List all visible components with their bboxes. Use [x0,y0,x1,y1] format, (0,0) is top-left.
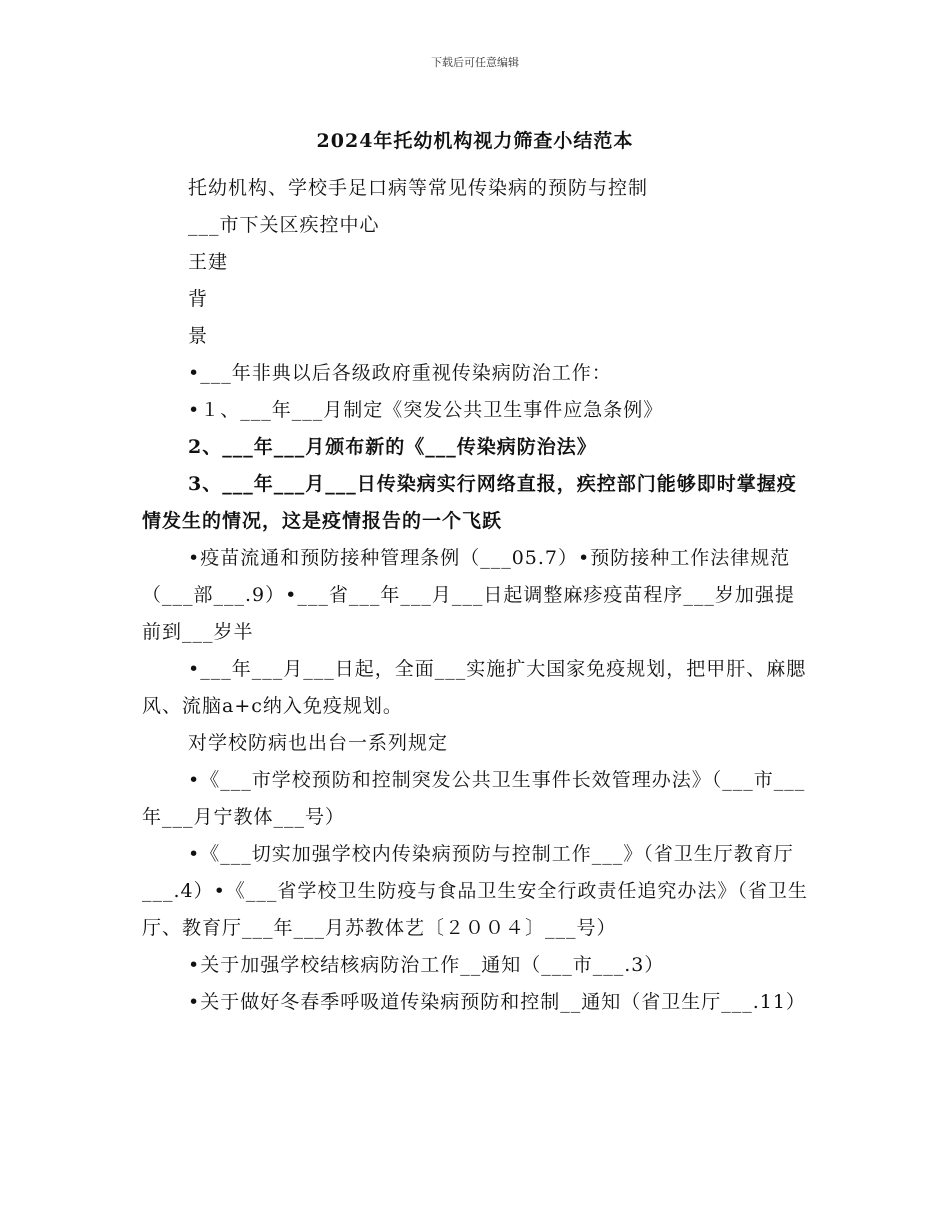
paragraph-bullet: •《___切实加强学校内传染病预防与控制工作___》（省卫生厅教育厅___.4）•《___省学校卫生防疫与食品卫生安全行政责任追究办法》（省卫生厅、教育厅___年___月苏教体艺〔２００４〕___号） [142,843,808,939]
document-body [142,170,810,1021]
page-header: 下载后可任意编辑 [431,56,519,69]
paragraph-bullet: •疫苗流通和预防接种管理条例（___05.7）•预防接种工作法律规范（___部___.9）•___省___年___月___日起调整麻疹疫苗程序___岁加强提前到___岁半 [142,547,795,643]
paragraph-bullet: •关于做好冬春季呼吸道传染病预防和控制__通知（省卫生厅___.11） [188,991,806,1013]
paragraph-heading-bei: 背 [188,288,209,310]
document-title: 2024年托幼机构视力筛查小结范本 [316,130,634,152]
paragraph-topic: 托幼机构、学校手足口病等常见传染病的预防与控制 [188,177,649,199]
paragraph-bold: 2、___年___月颁布新的《___传染病防治法》 [188,436,597,458]
paragraph-bullet: •关于加强学校结核病防治工作__通知（___市___.3） [188,954,665,976]
paragraph-author: 王建 [188,251,229,273]
paragraph-bullet: •___年非典以后各级政府重视传染病防治工作： [188,362,612,384]
paragraph-bullet: •___年___月___日起，全面___实施扩大国家免疫规划，把甲肝、麻腮风、流脑a+c纳入免疫规划。 [142,658,807,717]
paragraph-heading-jing: 景 [188,325,209,347]
paragraph-bullet: •《___市学校预防和控制突发公共卫生事件长效管理办法》（___市___年___月宁教体___号） [142,769,806,828]
paragraph-bold: 3、___年___月___日传染病实行网络直报，疾控部门能够即时掌握疫情发生的情况，这是疫情报告的一个飞跃 [142,473,797,532]
paragraph-text: 对学校防病也出台一系列规定 [188,732,449,754]
paragraph-bullet: •１、___年___月制定《突发公共卫生事件应急条例》 [188,399,664,421]
paragraph-organization: ___市下关区疾控中心 [188,214,380,236]
